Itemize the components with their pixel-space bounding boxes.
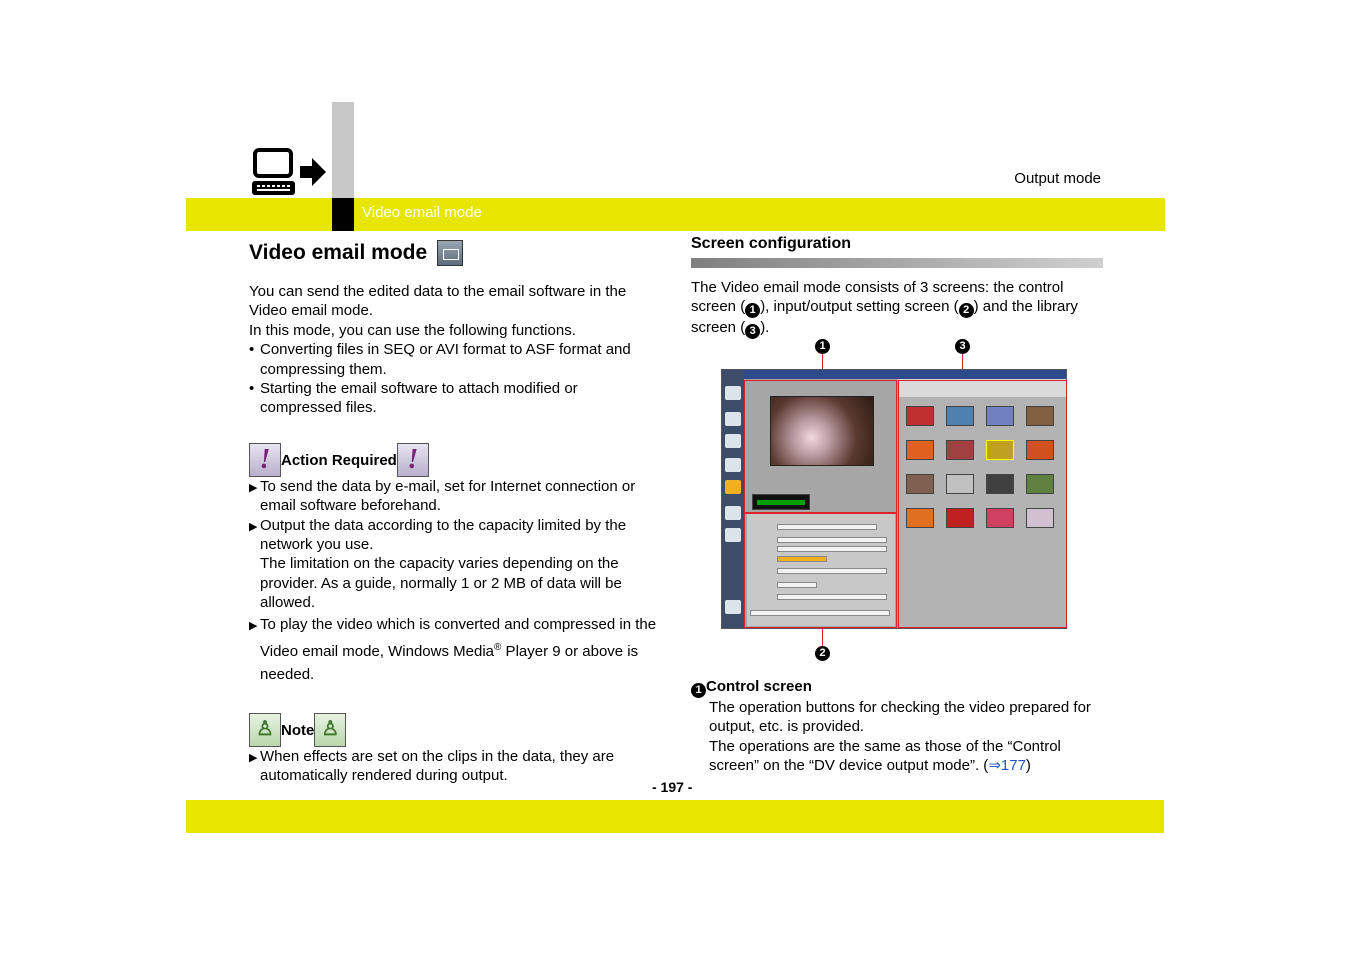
page-number: - 197 - <box>652 779 693 795</box>
header-black-block <box>332 198 354 231</box>
leader-line <box>822 628 823 646</box>
header-gray-tab <box>332 102 354 198</box>
action-required-icon: ! <box>397 443 429 477</box>
list-item-text: To send the data by e-mail, set for Internet connection or email software beforehand. <box>260 477 636 515</box>
control-screen-text: The operation buttons for checking the video prepared for output, etc. is provided. <box>709 699 1091 736</box>
action-required-icon: ! <box>249 443 281 477</box>
left-column <box>249 238 661 786</box>
page-link[interactable]: ⇒177 <box>988 757 1026 775</box>
list-item-text: When effects are set on the clips in the data, they are automatically rendered during output. <box>260 747 615 785</box>
marker-3: 3 <box>745 324 760 339</box>
heading-underline <box>691 258 1103 268</box>
library-screen-highlight <box>898 380 1067 628</box>
figure-marker-2: 2 <box>815 646 830 661</box>
pc-output-icon <box>250 148 330 198</box>
footer-band <box>186 800 1164 833</box>
page-heading-text: Video email mode <box>249 241 428 265</box>
note-icon: ♙ <box>249 713 281 747</box>
action-required-header <box>249 443 661 477</box>
list-item: ▶ When effects are set on the clips in the data, they are automatically rendered during output. <box>249 747 661 786</box>
action-required-title: Action Required <box>281 452 397 470</box>
action-required-extra: The limitation on the capacity varies depending on the provider. As a guide, normally 1 or 2 MB of data will be allowed. <box>260 555 622 612</box>
list-item: ▶ Output the data according to the capacity limited by the network you use. <box>249 516 661 555</box>
section-title: Video email mode <box>362 204 482 221</box>
note-header <box>249 713 661 747</box>
list-item: • Starting the email software to attach modified or compressed files. <box>249 379 661 418</box>
list-item-text: Starting the email software to attach modified or compressed files. <box>260 380 578 417</box>
list-item: ▶ To send the data by e-mail, set for Internet connection or email software beforehand. <box>249 477 661 516</box>
list-item: ▶ To play the video which is converted and compressed in the Video email mode, Windows Media® Player 9 or above is needed. <box>249 613 661 686</box>
list-item-text: Output the data according to the capacity limited by the network you use. <box>260 516 627 554</box>
figure-marker-3: 3 <box>955 339 970 354</box>
toolbox-panel <box>722 370 744 628</box>
intro-paragraph-1: You can send the edited data to the email software in the Video email mode. <box>249 283 627 320</box>
list-item-text: To play the video which is converted and compressed in the Video email mode, Windows Media® Player 9 or above is needed. <box>260 615 657 683</box>
figure-marker-1: 1 <box>815 339 830 354</box>
right-column <box>691 234 1103 339</box>
page-heading <box>249 238 661 268</box>
marker-1: 1 <box>745 303 760 318</box>
note-title: Note <box>281 722 315 740</box>
context-label: Output mode <box>1014 170 1101 187</box>
control-screen-text-2: The operations are the same as those of the “Control screen” on the “DV device output mode”. (⇒177) <box>709 737 1061 775</box>
io-screen-highlight <box>744 513 897 628</box>
list-item-text: Converting files in SEQ or AVI format to ASF format and compressing them. <box>260 341 631 378</box>
list-item: • Converting files in SEQ or AVI format to ASF format and compressing them. <box>249 340 661 379</box>
control-screen-section <box>691 677 1103 776</box>
section-heading: Screen configuration <box>691 235 852 252</box>
video-email-mode-icon <box>437 240 463 266</box>
screen-config-intro: The Video email mode consists of 3 screens: the control screen ( 1 ), input/output setting screen ( 2 ) and the library screen ( 3 ). <box>691 278 1078 338</box>
note-icon: ♙ <box>314 713 346 747</box>
marker-2: 2 <box>959 303 974 318</box>
control-screen-highlight <box>744 380 897 513</box>
control-screen-title: 1 Control screen <box>691 677 1103 698</box>
intro-paragraph-2: In this mode, you can use the following functions. <box>249 321 576 339</box>
marker-1: 1 <box>691 683 706 698</box>
